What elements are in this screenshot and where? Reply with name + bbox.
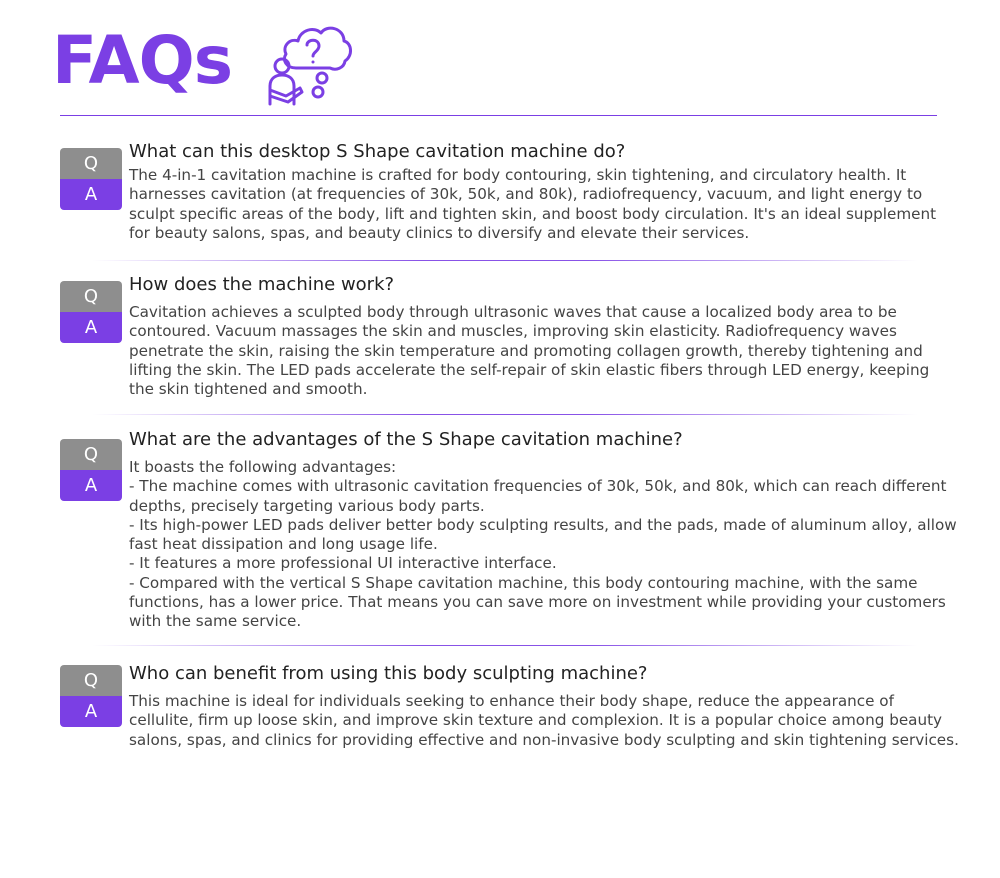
title-divider xyxy=(60,115,937,116)
answer-line: - The machine comes with ultrasonic cavitation frequencies of 30k, 50k, and 80k, which can reach different xyxy=(129,477,947,496)
faq-divider xyxy=(92,414,918,415)
faq-item xyxy=(60,428,957,633)
faq-item xyxy=(60,273,940,403)
answer-line: for beauty salons, spas, and beauty clinics to diversify and elevate their services. xyxy=(129,223,750,242)
answer-line: harnesses cavitation (at frequencies of 30k, 50k, and 80k), radiofrequency, vacuum, and light energy to xyxy=(129,185,923,204)
faq-question: Who can benefit from using this body sculpting machine? xyxy=(129,663,648,684)
answer-line: lifting the skin. The LED pads accelerate the self-repair of skin elastic fibers through LED energy, keeping xyxy=(129,360,930,379)
answer-line: with the same service. xyxy=(129,612,302,631)
faq-item xyxy=(60,662,959,762)
answer-line: cellulite, firm up loose skin, and improve skin texture and complexion. It is a popular choice among beauty xyxy=(129,711,943,730)
q-label: Q xyxy=(60,439,122,470)
faq-item xyxy=(60,140,940,250)
q-label: Q xyxy=(60,665,122,696)
answer-line: - Compared with the vertical S Shape cavitation machine, this body contouring machine, with the same xyxy=(129,573,918,592)
page-title: FAQs xyxy=(52,22,232,99)
answer-line: the skin tightened and smooth. xyxy=(129,380,368,399)
qa-badge xyxy=(60,281,122,343)
a-label: A xyxy=(60,179,122,210)
q-label: Q xyxy=(60,148,122,179)
q-label: Q xyxy=(60,281,122,312)
faq-question: How does the machine work? xyxy=(129,274,395,295)
answer-line: Cavitation achieves a sculpted body through ultrasonic waves that cause a localized body area to be xyxy=(129,303,897,321)
faq-answer xyxy=(129,458,957,632)
answer-line: fast heat dissipation and long usage life. xyxy=(129,535,438,554)
answer-line: - It features a more professional UI interactive interface. xyxy=(129,554,557,573)
faq-answer xyxy=(129,166,937,243)
faq-answer xyxy=(129,303,929,399)
answer-line: functions, has a lower price. That means you can save more on investment while providing your customers xyxy=(129,593,946,612)
faq-question: What are the advantages of the S Shape cavitation machine? xyxy=(129,429,683,450)
answer-line: - Its high-power LED pads deliver better body sculpting results, and the pads, made of aluminum alloy, allow xyxy=(129,515,957,534)
a-label: A xyxy=(60,696,122,727)
qa-badge xyxy=(60,665,122,727)
qa-badge xyxy=(60,148,122,210)
faq-divider xyxy=(92,260,918,261)
answer-line: salons, spas, and clinics for providing effective and non-invasive body sculpting and skin tightening services. xyxy=(129,730,959,749)
answer-line: penetrate the skin, raising the skin temperature and promoting collagen growth, thereby tightening and xyxy=(129,341,923,360)
a-label: A xyxy=(60,470,122,501)
answer-line: This machine is ideal for individuals seeking to enhance their body shape, reduce the appearance of xyxy=(129,692,894,710)
answer-line: sculpt specific areas of the body, lift and tighten skin, and boost body circulation. It's an ideal supplement xyxy=(129,204,937,223)
answer-line: depths, precisely targeting various body parts. xyxy=(129,496,485,515)
qa-badge xyxy=(60,439,122,501)
question-cloud-person-icon xyxy=(260,16,356,108)
faq-question: What can this desktop S Shape cavitation machine do? xyxy=(129,141,626,162)
a-label: A xyxy=(60,312,122,343)
answer-line: The 4-in-1 cavitation machine is crafted for body contouring, skin tightening, and circulatory health. It xyxy=(129,166,907,184)
faq-divider xyxy=(92,645,918,646)
answer-line: It boasts the following advantages: xyxy=(129,458,397,476)
faq-answer xyxy=(129,692,959,750)
answer-line: contoured. Vacuum massages the skin and muscles, improving skin elasticity. Radiofrequency waves xyxy=(129,322,897,341)
